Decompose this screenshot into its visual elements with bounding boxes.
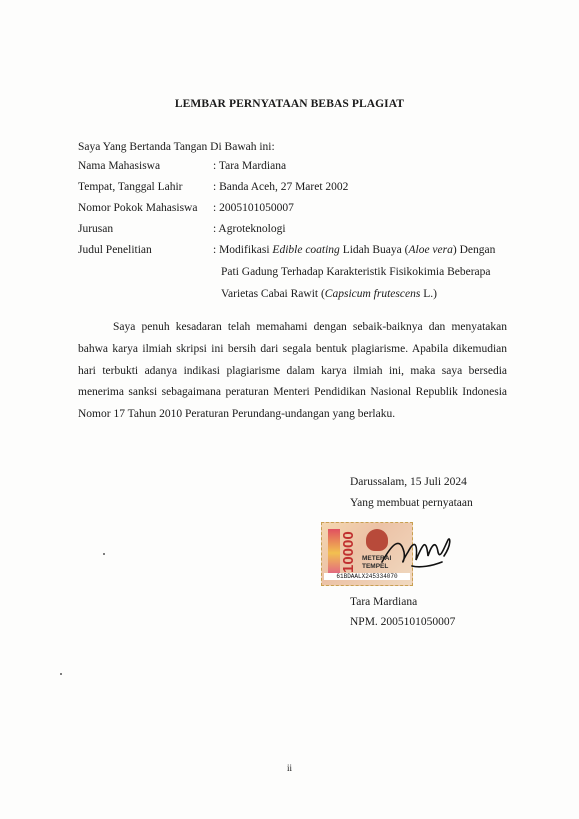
stamp-amount: 10000: [340, 531, 357, 573]
paper-speck: [103, 553, 105, 555]
stamp-serial: 61BDAALX245334070: [324, 573, 410, 580]
page-number: ii: [286, 763, 292, 773]
intro-text: Saya Yang Bertanda Tangan Di Bawah ini:: [78, 141, 275, 153]
handwritten-signature: [378, 522, 458, 580]
field-value: : Tara Mardiana: [213, 160, 287, 172]
paper-speck: [60, 673, 62, 675]
maker-label: Yang membuat pernyataan: [350, 497, 473, 509]
judul-line-1: : Modifikasi Edible coating Lidah Buaya (Aloe vera) Dengan: [213, 244, 496, 256]
field-label: Nama Mahasiswa: [78, 160, 161, 172]
stamp-strip: [328, 529, 340, 577]
field-label: Nomor Pokok Mahasiswa: [78, 202, 198, 214]
stamp-label: METERAI TEMPEL: [362, 555, 392, 570]
statement-paragraph: Saya penuh kesadaran telah memahami dengan sebaik-baiknya dan menyatakan bahwa karya ilmiah skripsi ini bersih dari segala bentuk plagiarisme. Apabila dikemudian hari terbukti adanya indikasi plagiarisme dalam karya ilmiah ini, maka saya bersedia menerima sanksi sebagaimana peraturan Menteri Pendidikan Nasional Republik Indonesia Nomor 17 Tahun 2010 Peraturan Perundang-undangan yang berlaku.: [78, 321, 507, 421]
field-value: : Banda Aceh, 27 Maret 2002: [213, 181, 349, 193]
field-value: : 2005101050007: [213, 202, 294, 214]
signer-name: Tara Mardiana: [350, 596, 418, 608]
signer-npm: NPM. 2005101050007: [350, 616, 456, 628]
field-label: Tempat, Tanggal Lahir: [78, 181, 183, 193]
place-date: Darussalam, 15 Juli 2024: [350, 476, 467, 488]
judul-line-3: Varietas Cabai Rawit (Capsicum frutescens L.): [221, 288, 437, 300]
judul-label: Judul Penelitian: [78, 244, 152, 256]
field-label: Jurusan: [78, 223, 114, 235]
field-value: : Agroteknologi: [213, 223, 286, 235]
judul-line-2: Pati Gadung Terhadap Karakteristik Fisikokimia Beberapa: [221, 266, 491, 278]
document-title: LEMBAR PERNYATAAN BEBAS PLAGIAT: [174, 98, 405, 110]
